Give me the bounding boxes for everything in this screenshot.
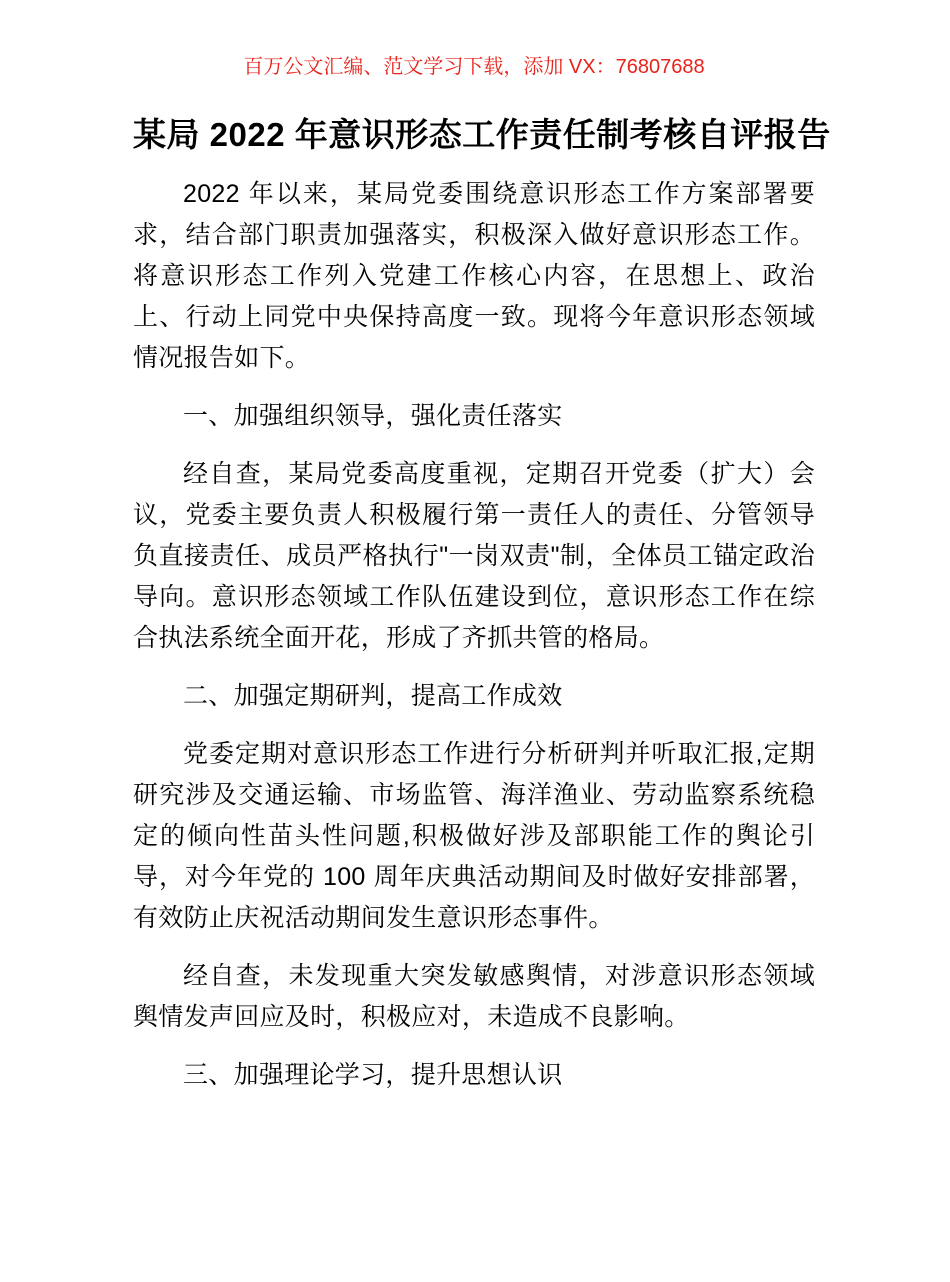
paragraph-section-2a: 党委定期对意识形态工作进行分析研判并听取汇报,定期研究涉及交通运输、市场监管、海洋渔业、劳动监察系统稳定的倾向性苗头性问题,积极做好涉及部职能工作的舆论引导，对今年党的 100 周年庆典活动期间及时做好安排部署，有效防止庆祝活动期间发生意识形态事件。 xyxy=(133,740,815,932)
paragraph-section-1: 经自查，某局党委高度重视，定期召开党委（扩大）会议，党委主要负责人积极履行第一责任人的责任、分管领导负直接责任、成员严格执行"一岗双责"制，全体员工锚定政治导向。意识形态领域工作队伍建设到位，意识形态工作在综合执法系统全面开花，形成了齐抓共管的格局。 xyxy=(133,460,815,652)
section-heading-3: 三、加强理论学习，提升思想认识 xyxy=(183,1061,563,1089)
section-heading-2: 二、加强定期研判，提高工作成效 xyxy=(183,682,563,710)
paragraph-section-2b: 经自查，未发现重大突发敏感舆情，对涉意识形态领域舆情发声回应及时，积极应对，未造成不良影响。 xyxy=(133,962,815,1031)
section-heading-1: 一、加强组织领导，强化责任落实 xyxy=(183,402,563,430)
watermark-text: 百万公文汇编、范文学习下载，添加 VX：76807688 xyxy=(243,56,705,78)
document-page xyxy=(0,52,950,1282)
document-body xyxy=(133,174,815,1096)
paragraph-intro: 2022 年以来，某局党委围绕意识形态工作方案部署要求，结合部门职责加强落实，积极深入做好意识形态工作。将意识形态工作列入党建工作核心内容，在思想上、政治上、行动上同党中央保持高度一致。现将今年意识形态领域情况报告如下。 xyxy=(133,180,815,372)
document-title: 某局 2022 年意识形态工作责任制考核自评报告 xyxy=(133,116,831,153)
